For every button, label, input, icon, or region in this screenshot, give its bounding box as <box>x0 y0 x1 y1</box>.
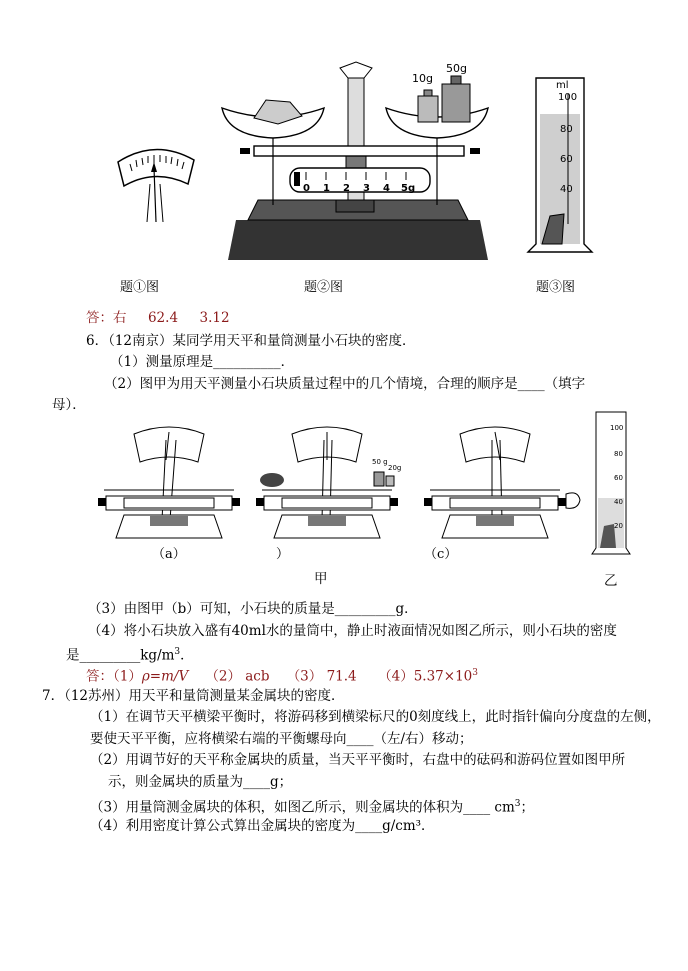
answer5-prefix: 答：右 <box>86 310 127 326</box>
q7-part2a: （2）用调节好的天平称金属块的质量，当天平平衡时，右盘中的砝码和游码位置如图甲所 <box>90 752 626 768</box>
q6-answer-a4-sup: 3 <box>472 668 478 678</box>
fig2-scale-tick: 5g <box>401 183 416 194</box>
fig2-caption: 题②图 <box>304 280 344 295</box>
fig2-weight-label-50g: 50g <box>446 62 467 75</box>
q6-weight-label-20g: 20g <box>388 464 402 472</box>
q6-part4-suffix: ． <box>180 647 194 664</box>
q7-title: 7．（12苏州）用天平和量筒测量某金属块的密度． <box>42 688 345 704</box>
q6-answer-a3: （3） 71.4 <box>286 668 357 685</box>
q7-part3-sup: 3 <box>514 799 521 809</box>
q7-part3 <box>90 795 534 817</box>
q6-answer-a4: （4）5.37×10 <box>378 668 473 685</box>
q6-part4-sup: 3 <box>174 647 181 657</box>
fig3-tick: 40 <box>560 184 573 195</box>
fig2-scale-tick: 2 <box>343 183 350 194</box>
q6-fig-label-b: ） <box>276 547 290 562</box>
q6-balance-c <box>420 420 580 545</box>
fig1-caption: 题①图 <box>120 280 160 295</box>
answer5-line <box>86 309 230 327</box>
q7-part4: （4）利用密度计算公式算出金属块的密度为____g/cm³． <box>90 818 435 834</box>
fig2-scale-tick: 1 <box>323 183 330 194</box>
q6-balance-b <box>252 420 402 545</box>
svg-text:100: 100 <box>610 424 624 432</box>
q7-part2b: 示，则金属块的质量为____g； <box>108 774 293 790</box>
fig3-caption: 题③图 <box>536 280 576 295</box>
q6-balance-a <box>94 420 244 545</box>
fig3-tick: 100 <box>558 92 578 103</box>
svg-text:40: 40 <box>614 498 623 506</box>
q6-answer <box>86 664 478 686</box>
q6-group-label-jia: 甲 <box>314 571 328 587</box>
svg-text:60: 60 <box>614 474 623 482</box>
fig2-weight-label-10g: 10g <box>412 72 433 85</box>
fig2-scale-tick: 4 <box>383 183 390 194</box>
q7-part3-suffix: ； <box>520 799 534 816</box>
fig2-scale-tick: 0 <box>303 183 310 194</box>
svg-text:80: 80 <box>614 450 623 458</box>
q6-part2: （2）图甲为用天平测量小石块质量过程中的几个情境，合理的顺序是____（填字 <box>104 376 586 392</box>
svg-text:20: 20 <box>614 522 623 530</box>
q6-cylinder <box>590 408 630 558</box>
q6-answer-label: 答：（1） <box>86 668 142 685</box>
q6-part4-cont <box>66 643 194 665</box>
q7-part1a: （1）在调节天平横梁平衡时，将游码移到横梁标尺的0刻度线上，此时指针偏向分度盘的左侧， <box>90 709 661 725</box>
q7-part3-text: （3）用量筒测金属块的体积，如图乙所示，则金属块的体积为____ cm <box>90 799 515 816</box>
fig2-balance <box>218 60 498 265</box>
q6-answer-a1: ρ=m/V <box>141 668 189 685</box>
q6-part1: （1）测量原理是__________． <box>110 354 295 370</box>
fig1-pointer-dial <box>110 140 200 230</box>
q6-weight-label-50g: 50 g <box>372 458 388 466</box>
q6-part2-cont: 母）． <box>52 397 86 413</box>
q7-part1b: 要使天平平衡，应将横梁右端的平衡螺母向____（左/右）移动； <box>90 731 473 747</box>
q6-title: 6．（12南京）某同学用天平和量筒测量小石块的密度． <box>86 333 416 349</box>
q6-part3: （3）由图甲（b）可知，小石块的质量是_________g． <box>88 601 418 617</box>
fig2-scale-tick: 3 <box>363 183 370 194</box>
fig3-tick: 60 <box>560 154 573 165</box>
q6-fig-label-a: （a） <box>152 547 186 562</box>
q6-answer-a2: （2） acb <box>205 668 270 685</box>
answer5-a3: 3.12 <box>199 310 230 326</box>
fig3-unit: ml <box>556 80 569 91</box>
fig3-tick: 80 <box>560 124 573 135</box>
fig3-measuring-cylinder <box>528 74 598 264</box>
q6-group-label-yi: 乙 <box>604 573 618 589</box>
q6-fig-label-c: （c） <box>424 547 458 562</box>
answer5-a2: 62.4 <box>147 310 179 326</box>
q6-part4: （4）将小石块放入盛有40ml水的量筒中，静止时液面情况如图乙所示，则小石块的密度 <box>88 623 617 639</box>
q6-part4-cont-text: 是_________kg/m <box>66 647 175 664</box>
